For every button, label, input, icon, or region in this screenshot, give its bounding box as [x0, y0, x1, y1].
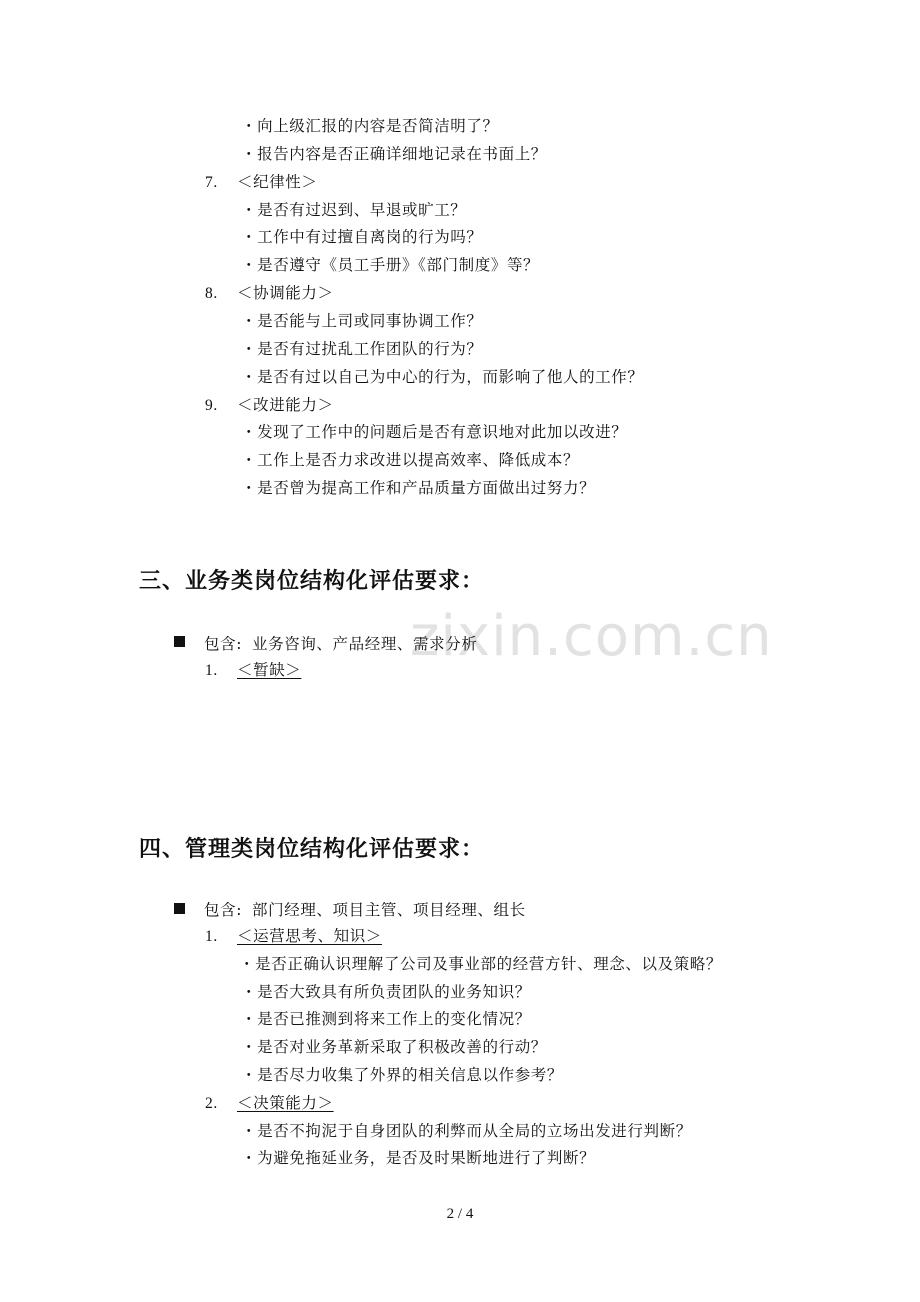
- list-item: ・是否已推测到将来工作上的变化情况？: [241, 1010, 531, 1028]
- list-item: ・发现了工作中的问题后是否有意识地对此加以改进？: [241, 423, 628, 441]
- list-item: ・是否有过以自己为中心的行为，而影响了他人的工作？: [241, 368, 644, 386]
- include-label: 包含:: [204, 635, 243, 653]
- list-item: ・是否能与上司或同事协调工作？: [241, 312, 483, 330]
- list-item: ・为避免拖延业务，是否及时果断地进行了判断？: [241, 1149, 596, 1167]
- item-number: 7.: [205, 174, 218, 191]
- page-number: 2 / 4: [446, 1206, 474, 1222]
- include-line: [204, 632, 477, 654]
- list-item: ・是否对业务革新采取了积极改善的行动？: [241, 1038, 547, 1056]
- list-item: ・是否有过迟到、早退或旷工？: [241, 201, 467, 219]
- list-item: ・是否遵守《员工手册》《部门制度》等？: [241, 256, 540, 274]
- item-title: ＜暂缺＞: [237, 661, 302, 679]
- item-number: 9.: [205, 397, 218, 414]
- include-text: 部门经理、项目主管、项目经理、组长: [252, 901, 526, 919]
- list-item: ・工作上是否力求改进以提高效率、降低成本？: [241, 451, 580, 469]
- item-number: 1.: [205, 662, 218, 679]
- item-title: ＜运营思考、知识＞: [237, 927, 382, 945]
- item-number: 8.: [205, 285, 218, 302]
- part4-item-1-header: [205, 926, 382, 947]
- section-9-header: [205, 395, 334, 416]
- part3-item-1: [205, 660, 301, 681]
- part4-item-2-header: [205, 1093, 334, 1114]
- list-item: ・是否不拘泥于自身团队的利弊而从全局的立场出发进行判断？: [241, 1122, 692, 1140]
- item-title: ＜改进能力＞: [237, 396, 334, 414]
- section-heading-management: 四、管理类岗位结构化评估要求：: [139, 837, 485, 862]
- list-item: ・报告内容是否正确详细地记录在书面上？: [241, 145, 547, 163]
- list-item: ・是否曾为提高工作和产品质量方面做出过努力？: [241, 479, 596, 497]
- list-item: ・是否尽力收集了外界的相关信息以作参考？: [241, 1066, 564, 1084]
- section-heading-business: 三、业务类岗位结构化评估要求：: [139, 569, 485, 594]
- item-number: 2.: [205, 1095, 218, 1112]
- include-label: 包含:: [204, 901, 243, 919]
- include-text: 业务咨询、产品经理、需求分析: [252, 635, 478, 653]
- list-item: ・是否正确认识理解了公司及事业部的经营方针、理念、以及策略？: [239, 955, 723, 973]
- list-item: ・是否大致具有所负责团队的业务知识？: [241, 983, 531, 1001]
- square-bullet-icon: [174, 636, 185, 647]
- watermark: zixin.com.cn: [410, 604, 773, 669]
- section-7-header: [205, 172, 318, 193]
- list-item: ・工作中有过擅自离岗的行为吗？: [241, 228, 483, 246]
- include-line: [204, 898, 526, 920]
- item-title: ＜决策能力＞: [237, 1094, 334, 1112]
- item-title: ＜协调能力＞: [237, 284, 334, 302]
- list-item: ・是否有过扰乱工作团队的行为？: [241, 340, 483, 358]
- item-title: ＜纪律性＞: [237, 173, 318, 191]
- list-item: ・向上级汇报的内容是否简洁明了？: [241, 117, 499, 135]
- section-8-header: [205, 283, 334, 304]
- square-bullet-icon: [174, 903, 185, 914]
- item-number: 1.: [205, 928, 218, 945]
